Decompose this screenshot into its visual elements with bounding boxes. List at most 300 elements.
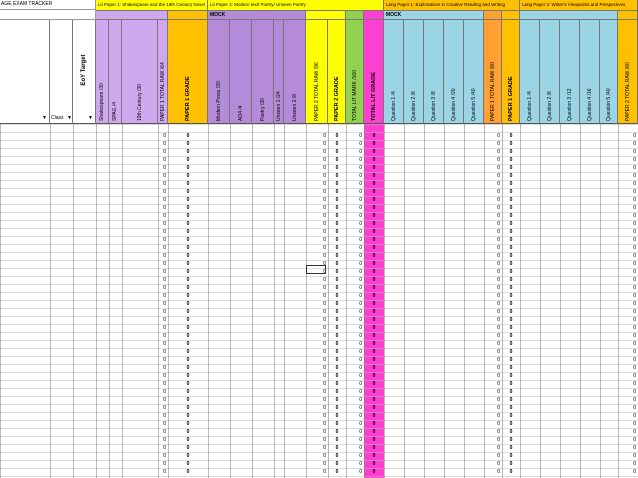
cell-value[interactable]: 0 (509, 421, 513, 427)
cell-value[interactable]: 0 (335, 181, 339, 187)
column-header-class[interactable] (50, 20, 73, 124)
cell-value[interactable]: 0 (633, 181, 636, 187)
cell-value[interactable]: 0 (633, 253, 636, 259)
cell-value[interactable]: 0 (372, 253, 376, 259)
cell-value[interactable]: 0 (163, 365, 166, 371)
cell-value[interactable]: 0 (497, 317, 500, 323)
cell-value[interactable]: 0 (335, 389, 339, 395)
cell-value[interactable]: 0 (186, 205, 190, 211)
cell-value[interactable]: 0 (359, 325, 362, 331)
cell-value[interactable]: 0 (509, 357, 513, 363)
cell-value[interactable]: 0 (497, 309, 500, 315)
cell-value[interactable]: 0 (335, 141, 339, 147)
cell-value[interactable]: 0 (509, 325, 513, 331)
cell-value[interactable]: 0 (163, 221, 166, 227)
cell-value[interactable]: 0 (633, 189, 636, 195)
cell-value[interactable]: 0 (323, 453, 326, 459)
cell-value[interactable]: 0 (372, 333, 376, 339)
cell-value[interactable]: 0 (509, 397, 513, 403)
column-header-poetry[interactable] (252, 20, 274, 124)
column-header-lp1-q4[interactable] (444, 20, 464, 124)
cell-value[interactable]: 0 (186, 181, 190, 187)
cell-value[interactable]: 0 (163, 405, 166, 411)
cell-value[interactable]: 0 (509, 261, 513, 267)
cell-value[interactable]: 0 (497, 141, 500, 147)
cell-value[interactable]: 0 (372, 325, 376, 331)
cell-value[interactable]: 0 (359, 357, 362, 363)
cell-value[interactable]: 0 (186, 453, 190, 459)
cell-value[interactable]: 0 (497, 365, 500, 371)
cell-value[interactable]: 0 (509, 317, 513, 323)
cell-value[interactable]: 0 (335, 133, 339, 139)
cell-value[interactable]: 0 (633, 437, 636, 443)
cell-value[interactable]: 0 (509, 253, 513, 259)
column-header-century19[interactable] (122, 20, 158, 124)
cell-value[interactable]: 0 (163, 309, 166, 315)
cell-value[interactable]: 0 (359, 173, 362, 179)
cell-value[interactable]: 0 (335, 357, 339, 363)
cell-value[interactable]: 0 (359, 373, 362, 379)
column-header-lit-total[interactable] (346, 20, 364, 124)
cell-value[interactable]: 0 (359, 349, 362, 355)
column-header-lit-grade[interactable] (364, 20, 384, 124)
cell-value[interactable]: 0 (633, 173, 636, 179)
cell-value[interactable]: 0 (633, 213, 636, 219)
cell-value[interactable]: 0 (509, 181, 513, 187)
cell-value[interactable]: 0 (186, 357, 190, 363)
cell-value[interactable]: 0 (359, 237, 362, 243)
cell-value[interactable]: 0 (335, 213, 339, 219)
column-header-lp1-q1[interactable] (384, 20, 404, 124)
cell-value[interactable]: 0 (497, 229, 500, 235)
cell-value[interactable]: 0 (323, 285, 326, 291)
cell-value[interactable]: 0 (359, 277, 362, 283)
cell-value[interactable]: 0 (335, 413, 339, 419)
cell-value[interactable]: 0 (359, 333, 362, 339)
cell-value[interactable]: 0 (323, 429, 326, 435)
cell-value[interactable]: 0 (163, 317, 166, 323)
cell-value[interactable]: 0 (633, 261, 636, 267)
cell-value[interactable]: 0 (335, 429, 339, 435)
cell-value[interactable]: 0 (633, 293, 636, 299)
cell-value[interactable]: 0 (335, 381, 339, 387)
cell-value[interactable]: 0 (186, 381, 190, 387)
cell-value[interactable]: 0 (633, 341, 636, 347)
cell-value[interactable]: 0 (633, 397, 636, 403)
cell-value[interactable]: 0 (186, 213, 190, 219)
cell-value[interactable]: 0 (372, 461, 376, 467)
cell-value[interactable]: 0 (509, 293, 513, 299)
cell-value[interactable]: 0 (186, 333, 190, 339)
cell-value[interactable]: 0 (372, 437, 376, 443)
cell-value[interactable]: 0 (323, 197, 326, 203)
cell-value[interactable]: 0 (186, 165, 190, 171)
cell-value[interactable]: 0 (633, 237, 636, 243)
cell-value[interactable]: 0 (359, 341, 362, 347)
cell-value[interactable]: 0 (359, 381, 362, 387)
cell-value[interactable]: 0 (633, 245, 636, 251)
cell-value[interactable]: 0 (497, 157, 500, 163)
cell-value[interactable]: 0 (497, 277, 500, 283)
cell-value[interactable]: 0 (372, 229, 376, 235)
cell-value[interactable]: 0 (372, 389, 376, 395)
cell-value[interactable]: 0 (163, 349, 166, 355)
column-header-lp2-q2[interactable] (540, 20, 560, 124)
cell-value[interactable]: 0 (335, 453, 339, 459)
cell-value[interactable]: 0 (372, 285, 376, 291)
cell-value[interactable]: 0 (359, 429, 362, 435)
cell-value[interactable]: 0 (359, 413, 362, 419)
cell-value[interactable]: 0 (323, 309, 326, 315)
cell-value[interactable]: 0 (335, 365, 339, 371)
cell-value[interactable]: 0 (372, 269, 376, 275)
cell-value[interactable]: 0 (497, 197, 500, 203)
cell-value[interactable]: 0 (186, 293, 190, 299)
cell-value[interactable]: 0 (497, 405, 500, 411)
cell-value[interactable]: 0 (323, 301, 326, 307)
cell-value[interactable]: 0 (335, 437, 339, 443)
cell-value[interactable]: 0 (323, 221, 326, 227)
cell-value[interactable]: 0 (163, 245, 166, 251)
cell-value[interactable]: 0 (335, 461, 339, 467)
cell-value[interactable]: 0 (497, 285, 500, 291)
cell-value[interactable]: 0 (372, 421, 376, 427)
cell-value[interactable]: 0 (163, 325, 166, 331)
filter-dropdown-icon[interactable]: ▼ (42, 115, 47, 121)
cell-value[interactable]: 0 (335, 149, 339, 155)
cell-value[interactable]: 0 (372, 381, 376, 387)
cell-value[interactable]: 0 (497, 453, 500, 459)
cell-value[interactable]: 0 (186, 253, 190, 259)
cell-value[interactable]: 0 (323, 325, 326, 331)
cell-value[interactable]: 0 (509, 373, 513, 379)
cell-value[interactable]: 0 (186, 421, 190, 427)
cell-value[interactable]: 0 (186, 189, 190, 195)
cell-value[interactable]: 0 (359, 197, 362, 203)
cell-value[interactable]: 0 (497, 213, 500, 219)
cell-value[interactable]: 0 (633, 317, 636, 323)
cell-value[interactable]: 0 (359, 453, 362, 459)
cell-value[interactable]: 0 (509, 341, 513, 347)
cell-value[interactable]: 0 (163, 341, 166, 347)
cell-value[interactable]: 0 (497, 149, 500, 155)
cell-value[interactable]: 0 (633, 309, 636, 315)
column-header-lp2-q1[interactable] (520, 20, 540, 124)
cell-value[interactable]: 0 (497, 181, 500, 187)
cell-value[interactable]: 0 (633, 413, 636, 419)
cell-value[interactable]: 0 (323, 245, 326, 251)
cell-value[interactable]: 0 (372, 309, 376, 315)
cell-value[interactable]: 0 (163, 141, 166, 147)
column-header-lp1-q3[interactable] (424, 20, 444, 124)
cell-value[interactable]: 0 (335, 349, 339, 355)
cell-value[interactable]: 0 (323, 181, 326, 187)
selected-cell[interactable] (306, 265, 326, 274)
cell-value[interactable]: 0 (497, 189, 500, 195)
filter-dropdown-icon[interactable]: ▼ (67, 115, 72, 121)
cell-value[interactable]: 0 (186, 173, 190, 179)
cell-value[interactable]: 0 (497, 445, 500, 451)
cell-value[interactable]: 0 (323, 357, 326, 363)
cell-value[interactable]: 0 (186, 389, 190, 395)
cell-value[interactable]: 0 (509, 269, 513, 275)
cell-value[interactable]: 0 (323, 333, 326, 339)
cell-value[interactable]: 0 (372, 277, 376, 283)
cell-value[interactable]: 0 (323, 205, 326, 211)
cell-value[interactable]: 0 (497, 269, 500, 275)
cell-value[interactable]: 0 (163, 429, 166, 435)
cell-value[interactable]: 0 (163, 453, 166, 459)
cell-value[interactable]: 0 (372, 133, 376, 139)
cell-value[interactable]: 0 (372, 245, 376, 251)
cell-value[interactable]: 0 (186, 133, 190, 139)
column-header-ao4[interactable] (230, 20, 252, 124)
cell-value[interactable]: 0 (633, 325, 636, 331)
cell-value[interactable]: 0 (633, 205, 636, 211)
cell-value[interactable]: 0 (323, 445, 326, 451)
column-header-p2grade[interactable] (328, 20, 346, 124)
cell-value[interactable]: 0 (163, 301, 166, 307)
cell-value[interactable]: 0 (633, 445, 636, 451)
cell-value[interactable]: 0 (497, 173, 500, 179)
cell-value[interactable]: 0 (509, 349, 513, 355)
cell-value[interactable]: 0 (359, 405, 362, 411)
cell-value[interactable]: 0 (633, 141, 636, 147)
cell-value[interactable]: 0 (323, 389, 326, 395)
cell-value[interactable]: 0 (163, 213, 166, 219)
cell-value[interactable]: 0 (163, 413, 166, 419)
column-header-lp2-q4[interactable] (580, 20, 600, 124)
cell-value[interactable]: 0 (335, 285, 339, 291)
cell-value[interactable]: 0 (497, 349, 500, 355)
cell-value[interactable]: 0 (633, 133, 636, 139)
cell-value[interactable]: 0 (497, 461, 500, 467)
cell-value[interactable]: 0 (186, 325, 190, 331)
cell-value[interactable]: 0 (186, 229, 190, 235)
cell-value[interactable]: 0 (163, 381, 166, 387)
cell-value[interactable]: 0 (497, 165, 500, 171)
cell-value[interactable]: 0 (323, 293, 326, 299)
cell-value[interactable]: 0 (509, 381, 513, 387)
cell-value[interactable]: 0 (372, 397, 376, 403)
cell-value[interactable]: 0 (372, 157, 376, 163)
cell-value[interactable]: 0 (509, 277, 513, 283)
cell-value[interactable]: 0 (163, 157, 166, 163)
cell-value[interactable]: 0 (497, 397, 500, 403)
cell-value[interactable]: 0 (359, 421, 362, 427)
cell-value[interactable]: 0 (163, 421, 166, 427)
cell-value[interactable]: 0 (633, 453, 636, 459)
cell-value[interactable]: 0 (372, 317, 376, 323)
cell-value[interactable]: 0 (372, 293, 376, 299)
cell-value[interactable]: 0 (359, 213, 362, 219)
column-header-lp2-q5[interactable] (600, 20, 618, 124)
cell-value[interactable]: 0 (186, 269, 190, 275)
cell-value[interactable]: 0 (186, 429, 190, 435)
cell-value[interactable]: 0 (359, 309, 362, 315)
cell-value[interactable]: 0 (497, 357, 500, 363)
cell-value[interactable]: 0 (323, 413, 326, 419)
cell-value[interactable]: 0 (335, 309, 339, 315)
cell-value[interactable]: 0 (372, 221, 376, 227)
cell-value[interactable]: 0 (186, 221, 190, 227)
cell-value[interactable]: 0 (163, 165, 166, 171)
cell-value[interactable]: 0 (323, 237, 326, 243)
cell-value[interactable]: 0 (359, 397, 362, 403)
cell-value[interactable]: 0 (372, 181, 376, 187)
cell-value[interactable]: 0 (163, 285, 166, 291)
cell-value[interactable]: 0 (633, 301, 636, 307)
cell-value[interactable]: 0 (509, 213, 513, 219)
cell-value[interactable]: 0 (497, 437, 500, 443)
cell-value[interactable]: 0 (372, 237, 376, 243)
cell-value[interactable]: 0 (633, 405, 636, 411)
cell-value[interactable]: 0 (186, 405, 190, 411)
cell-value[interactable]: 0 (372, 301, 376, 307)
cell-value[interactable]: 0 (509, 301, 513, 307)
cell-value[interactable]: 0 (509, 445, 513, 451)
cell-value[interactable]: 0 (335, 293, 339, 299)
cell-value[interactable]: 0 (633, 357, 636, 363)
cell-value[interactable]: 0 (633, 333, 636, 339)
cell-value[interactable]: 0 (335, 469, 339, 475)
cell-value[interactable]: 0 (163, 397, 166, 403)
cell-value[interactable]: 0 (497, 413, 500, 419)
cell-value[interactable]: 0 (359, 157, 362, 163)
cell-value[interactable]: 0 (497, 261, 500, 267)
cell-value[interactable]: 0 (323, 269, 326, 275)
cell-value[interactable]: 0 (323, 381, 326, 387)
cell-value[interactable]: 0 (163, 293, 166, 299)
cell-value[interactable]: 0 (186, 413, 190, 419)
cell-value[interactable]: 0 (335, 165, 339, 171)
cell-value[interactable]: 0 (323, 149, 326, 155)
cell-value[interactable]: 0 (163, 149, 166, 155)
cell-value[interactable]: 0 (163, 205, 166, 211)
cell-value[interactable]: 0 (186, 469, 190, 475)
cell-value[interactable]: 0 (335, 397, 339, 403)
cell-value[interactable]: 0 (509, 469, 513, 475)
cell-value[interactable]: 0 (335, 301, 339, 307)
cell-value[interactable]: 0 (509, 429, 513, 435)
cell-value[interactable]: 0 (323, 253, 326, 259)
cell-value[interactable]: 0 (497, 469, 500, 475)
cell-value[interactable]: 0 (509, 437, 513, 443)
cell-value[interactable]: 0 (163, 469, 166, 475)
cell-value[interactable]: 0 (372, 365, 376, 371)
cell-value[interactable]: 0 (359, 389, 362, 395)
column-header-modern-prose[interactable] (208, 20, 230, 124)
cell-value[interactable]: 0 (323, 165, 326, 171)
cell-value[interactable]: 0 (359, 269, 362, 275)
cell-value[interactable]: 0 (633, 269, 636, 275)
cell-value[interactable]: 0 (186, 445, 190, 451)
cell-value[interactable]: 0 (509, 461, 513, 467)
column-header-lp2-q3[interactable] (560, 20, 580, 124)
cell-value[interactable]: 0 (359, 229, 362, 235)
column-header-unseen2[interactable] (284, 20, 306, 124)
cell-value[interactable]: 0 (335, 333, 339, 339)
cell-value[interactable]: 0 (372, 413, 376, 419)
cell-value[interactable]: 0 (497, 325, 500, 331)
cell-value[interactable]: 0 (372, 141, 376, 147)
cell-value[interactable]: 0 (186, 437, 190, 443)
cell-value[interactable]: 0 (633, 157, 636, 163)
cell-value[interactable]: 0 (163, 357, 166, 363)
cell-value[interactable]: 0 (335, 237, 339, 243)
cell-value[interactable]: 0 (372, 189, 376, 195)
cell-value[interactable]: 0 (323, 229, 326, 235)
cell-value[interactable]: 0 (497, 253, 500, 259)
cell-value[interactable]: 0 (359, 317, 362, 323)
cell-value[interactable]: 0 (335, 317, 339, 323)
cell-value[interactable]: 0 (372, 469, 376, 475)
cell-value[interactable]: 0 (186, 301, 190, 307)
cell-value[interactable]: 0 (509, 205, 513, 211)
cell-value[interactable]: 0 (372, 213, 376, 219)
cell-value[interactable]: 0 (509, 221, 513, 227)
cell-value[interactable]: 0 (163, 253, 166, 259)
cell-value[interactable]: 0 (323, 261, 326, 267)
cell-value[interactable]: 0 (372, 357, 376, 363)
cell-value[interactable]: 0 (186, 285, 190, 291)
cell-value[interactable]: 0 (509, 237, 513, 243)
cell-value[interactable]: 0 (497, 133, 500, 139)
cell-value[interactable]: 0 (359, 461, 362, 467)
cell-value[interactable]: 0 (497, 293, 500, 299)
cell-value[interactable]: 0 (163, 237, 166, 243)
cell-value[interactable]: 0 (633, 389, 636, 395)
column-header-p1total[interactable] (158, 20, 168, 124)
cell-value[interactable]: 0 (323, 317, 326, 323)
cell-value[interactable]: 0 (497, 421, 500, 427)
cell-value[interactable]: 0 (323, 173, 326, 179)
cell-value[interactable]: 0 (372, 173, 376, 179)
cell-value[interactable]: 0 (497, 221, 500, 227)
cell-value[interactable]: 0 (323, 349, 326, 355)
cell-value[interactable]: 0 (335, 189, 339, 195)
cell-value[interactable]: 0 (509, 413, 513, 419)
cell-value[interactable]: 0 (359, 133, 362, 139)
cell-value[interactable]: 0 (633, 421, 636, 427)
cell-value[interactable]: 0 (509, 157, 513, 163)
cell-value[interactable]: 0 (186, 237, 190, 243)
cell-value[interactable]: 0 (323, 157, 326, 163)
cell-value[interactable]: 0 (186, 261, 190, 267)
cell-value[interactable]: 0 (335, 245, 339, 251)
cell-value[interactable]: 0 (372, 197, 376, 203)
column-header-unseen1[interactable] (274, 20, 284, 124)
cell-value[interactable]: 0 (497, 301, 500, 307)
cell-value[interactable]: 0 (372, 341, 376, 347)
cell-value[interactable]: 0 (509, 453, 513, 459)
cell-value[interactable]: 0 (497, 389, 500, 395)
cell-value[interactable]: 0 (359, 165, 362, 171)
cell-value[interactable]: 0 (163, 461, 166, 467)
cell-value[interactable]: 0 (335, 253, 339, 259)
cell-value[interactable]: 0 (335, 277, 339, 283)
cell-value[interactable]: 0 (497, 205, 500, 211)
cell-value[interactable]: 0 (323, 277, 326, 283)
column-header-name[interactable] (0, 20, 50, 124)
cell-value[interactable]: 0 (509, 141, 513, 147)
cell-value[interactable]: 0 (186, 317, 190, 323)
cell-value[interactable]: 0 (509, 389, 513, 395)
cell-value[interactable]: 0 (633, 429, 636, 435)
cell-value[interactable]: 0 (509, 133, 513, 139)
cell-value[interactable]: 0 (163, 269, 166, 275)
cell-value[interactable]: 0 (497, 245, 500, 251)
